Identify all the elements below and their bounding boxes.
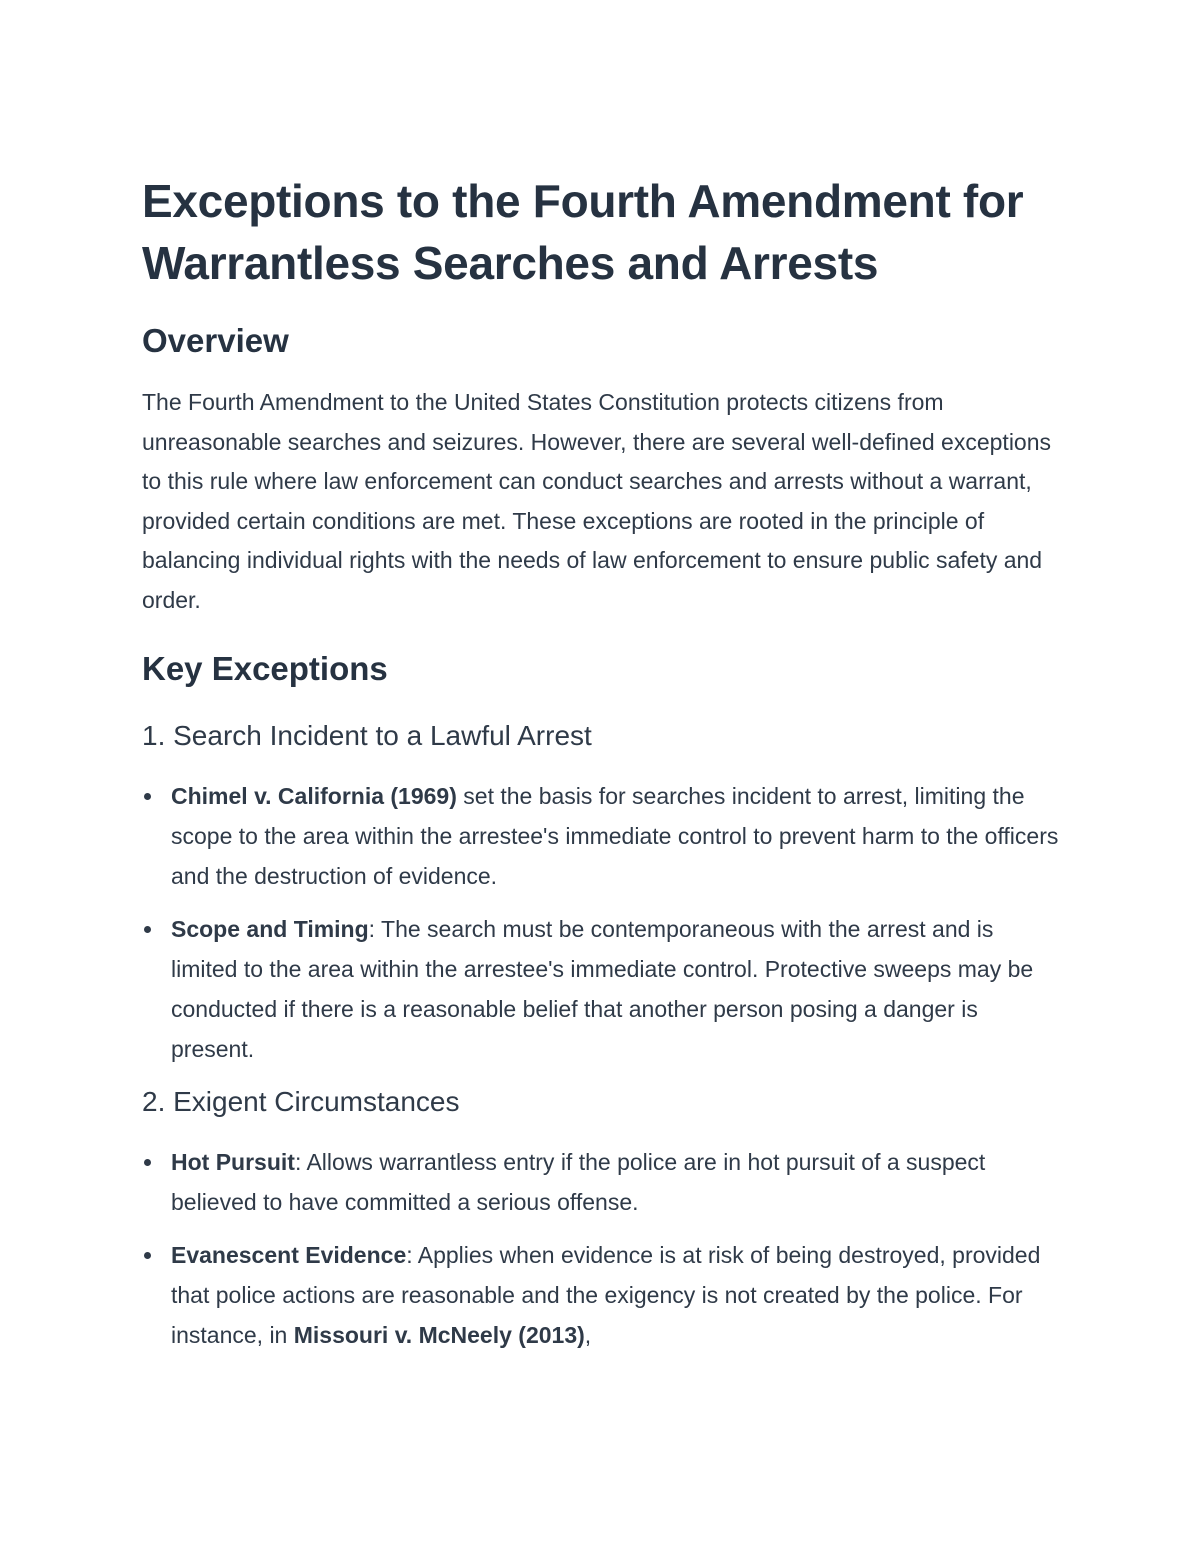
list-item <box>142 1235 1062 1355</box>
section-list-exigent <box>142 1142 1062 1355</box>
list-item-term: Evanescent Evidence <box>171 1242 407 1268</box>
list-item-term: Hot Pursuit <box>171 1149 295 1175</box>
case-name: Missouri v. McNeely (2013) <box>293 1322 585 1348</box>
section-heading-exigent: 2. Exigent Circumstances <box>142 1086 460 1117</box>
list-item <box>142 1142 1062 1222</box>
list-item-text-tail: , <box>584 1322 592 1348</box>
document-page <box>142 170 1062 1355</box>
list-item-text: : The search must be contemporaneous with the arrest and is limited to the area within the arrestee's immediate control. Protective sweeps may be conducted if there is a reasonable belief that another person posing a danger is present. <box>171 916 1034 1062</box>
list-item-text: : Allows warrantless entry if the police are in hot pursuit of a suspect believed to have committed a serious offense. <box>171 1149 986 1215</box>
list-item <box>142 909 1062 1069</box>
case-name: Chimel v. California (1969) <box>171 783 457 809</box>
list-item-text: set the basis for searches incident to arrest, limiting the scope to the area within the arrestee's immediate control to prevent harm to the officers and the destruction of evidence. <box>171 783 1059 889</box>
key-exceptions-heading: Key Exceptions <box>142 650 388 687</box>
overview-heading: Overview <box>142 322 289 359</box>
list-item-text: : Applies when evidence is at risk of being destroyed, provided that police actions are reasonable and the exigency is not created by the police. For instance, in <box>171 1242 1041 1348</box>
list-item <box>142 776 1062 896</box>
overview-paragraph: The Fourth Amendment to the United States Constitution protects citizens from unreasonable searches and seizures. However, there are several well-defined exceptions to this rule where law enforcement can conduct searches and arrests without a warrant, provided certain conditions are met. These exceptions are rooted in the principle of balancing individual rights with the needs of law enforcement to ensure public safety and order. <box>142 389 1052 613</box>
document-title: Exceptions to the Fourth Amendment for Warrantless Searches and Arrests <box>142 175 1024 289</box>
section-heading-search-incident: 1. Search Incident to a Lawful Arrest <box>142 720 592 751</box>
list-item-term: Scope and Timing <box>171 916 369 942</box>
section-list-search-incident <box>142 776 1062 1069</box>
